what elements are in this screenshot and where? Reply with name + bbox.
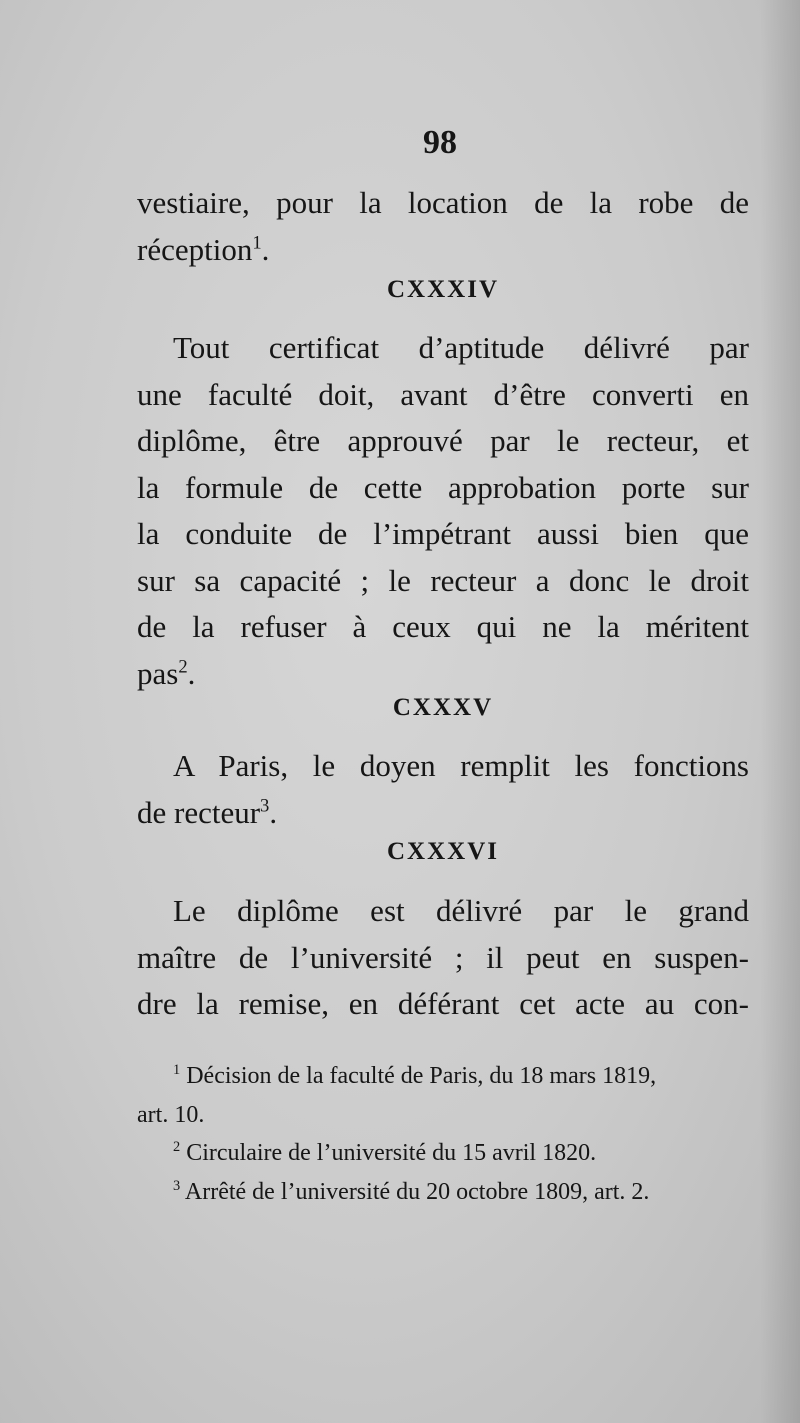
text-line (137, 227, 749, 274)
footnote (137, 1173, 757, 1212)
footnote-marker: 1 (173, 1062, 181, 1078)
text-line: diplôme, être approuvé par le recteur, et (137, 423, 749, 458)
footnote-ref: 1 (252, 232, 262, 254)
footnote-ref: 3 (260, 795, 270, 817)
footnote-continuation: art. 10. (137, 1101, 205, 1128)
text-line (137, 790, 749, 837)
footnote (137, 1057, 757, 1096)
section-heading: CXXXIV (387, 276, 499, 303)
text-fragment: . (269, 794, 278, 830)
text-line: Tout certificat d’aptitude délivré par (173, 330, 749, 365)
footnote-marker: 2 (173, 1139, 181, 1155)
text-fragment: réception (137, 231, 253, 267)
text-line: la formule de cette approbation porte sur (137, 469, 749, 505)
footnote-text: Arrêté de l’université du 20 octobre 1809, art. 2. (184, 1178, 650, 1205)
text-fragment: . (187, 655, 196, 691)
paragraph-cxxxiv (137, 325, 749, 697)
text-line: maître de l’université ; il peut en suspen- (137, 939, 749, 975)
page-edge-shadow (760, 0, 800, 1423)
text-line: une faculté doit, avant d’être converti en (137, 376, 749, 412)
section-heading: CXXXVI (387, 838, 499, 865)
paragraph-cxxxvi (137, 888, 749, 1028)
footnote-text: Décision de la faculté de Paris, du 18 mars 1819, (186, 1063, 657, 1089)
footnote (137, 1134, 757, 1173)
text-fragment: . (261, 231, 270, 267)
text-line (137, 651, 749, 698)
text-line: vestiaire, pour la location de la robe de (137, 185, 749, 220)
footnote-marker: 3 (173, 1177, 181, 1194)
text-fragment: pas (137, 655, 179, 691)
footnotes (137, 1057, 757, 1211)
text-line: la conduite de l’impétrant aussi bien que (137, 516, 749, 551)
paragraph-cxxxv (137, 743, 749, 836)
text-line: dre la remise, en déférant cet acte au con- (137, 986, 749, 1021)
footnote-ref: 2 (178, 656, 188, 678)
page-number: 98 (423, 124, 457, 161)
text-fragment: de recteur (137, 794, 261, 830)
footnote-text: Circulaire de l’université du 15 avril 1820. (186, 1140, 597, 1166)
text-line: sur sa capacité ; le recteur a donc le droit (137, 562, 749, 598)
paragraph-continuation (137, 180, 749, 273)
text-line: Le diplôme est délivré par le grand (173, 893, 749, 928)
text-line: de la refuser à ceux qui ne la méritent (137, 609, 749, 644)
text-line: A Paris, le doyen remplit les fonctions (173, 748, 749, 783)
section-heading: CXXXV (392, 694, 494, 721)
